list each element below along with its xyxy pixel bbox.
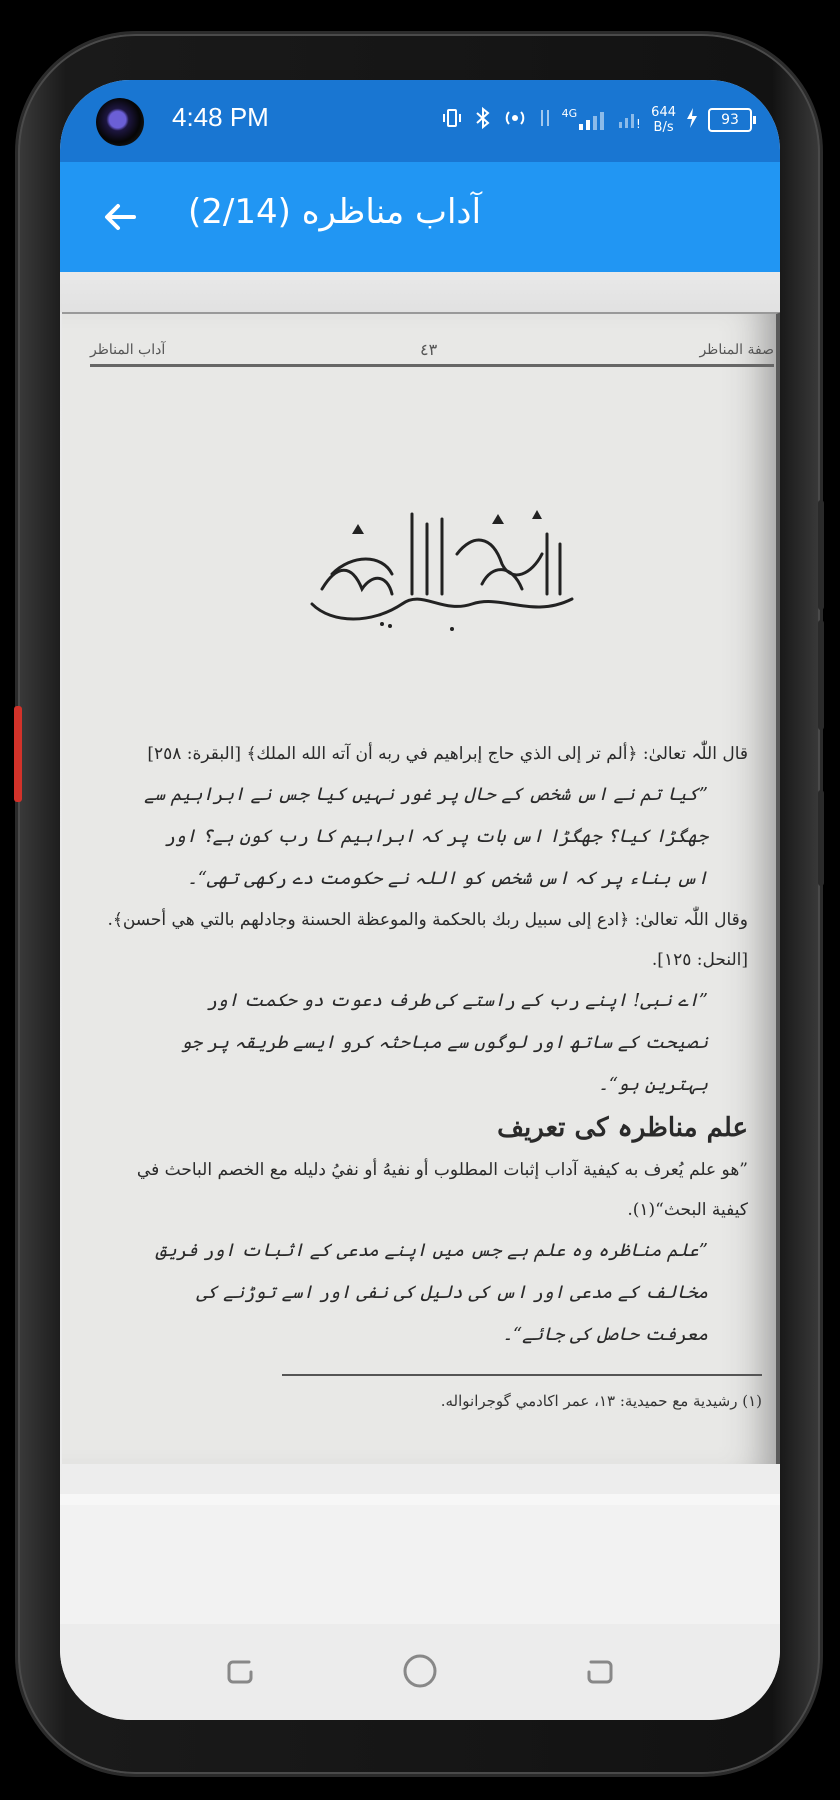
scanned-page <box>60 272 780 1494</box>
screen <box>60 80 780 1720</box>
status-icons <box>440 98 752 142</box>
definition-urdu: ”علم مناظرہ وہ علم ہے جس میں اپنے مدعی کے اثبات اور فریق مخالف کے مدعی اور اس کی دلیل کی نفی اور اسے توڑنے کی معرفت حاصل کی جائے“۔ <box>155 1240 708 1345</box>
footnote-divider <box>282 1374 762 1376</box>
navigation-bar <box>60 1624 780 1720</box>
signal-icon-2 <box>617 106 641 135</box>
quran-verse-2: وقال اللّٰہ تعالیٰ: ﴿ادع إلى سبيل ربك بالحكمة والموعظة الحسنة وجادلهم بالتي هي أحسن﴾. [النحل: ١٢٥]. <box>107 910 748 970</box>
page-viewer[interactable] <box>60 272 780 1505</box>
home-icon <box>400 1651 440 1691</box>
back-button[interactable] <box>90 187 150 247</box>
body-text <box>98 734 748 1356</box>
page-number: ٤٣ <box>420 340 438 359</box>
recent-apps-button[interactable] <box>215 1646 265 1696</box>
running-head <box>90 340 774 367</box>
battery-icon: 93 <box>708 108 752 132</box>
back-arrow-icon <box>100 197 140 237</box>
footnote: (١) رشيدية مع حميدية: ١٣، عمر اكادمي گوجرانواله. <box>440 1392 762 1410</box>
svg-text:!: ! <box>636 116 641 130</box>
hotspot-icon <box>502 106 528 135</box>
charging-icon <box>686 107 698 134</box>
running-head-right: صفة المناظر <box>699 342 774 358</box>
page-title: آداب مناظره (2/14) <box>188 192 482 232</box>
section-heading: علم مناظرہ کی تعریف <box>497 1113 748 1143</box>
bluetooth-icon <box>474 106 492 135</box>
net-rate-value: 644 <box>651 105 676 120</box>
data-arrows-icon <box>538 106 552 135</box>
recent-apps-icon <box>223 1654 257 1688</box>
basmala-calligraphy-image <box>292 494 592 634</box>
status-time: 4:48 PM <box>172 102 269 132</box>
net-rate-unit: B/s <box>653 120 674 135</box>
vibrate-icon <box>440 106 464 135</box>
running-head-left: آداب المناظر <box>90 342 166 358</box>
back-nav-button[interactable] <box>575 1646 625 1696</box>
page-content <box>62 312 780 1464</box>
quran-verse-1: قال اللّٰہ تعالیٰ: ﴿ألم تر إلى الذي حاج إبراهيم في ربه أن آته الله الملك﴾ [البقرة: ٢٥٨] <box>147 744 748 764</box>
home-button[interactable] <box>395 1646 445 1696</box>
app-bar <box>60 162 780 272</box>
back-nav-icon <box>583 1654 617 1688</box>
volume-button <box>818 500 824 610</box>
translation-2: ”اے نبی! اپنے رب کے راستے کی طرف دعوت دو حکمت اور نصیحت کے ساتھ اور لوگوں سے مباحثہ کرو ایسے طریقہ پر جو بہترین ہو“۔ <box>180 990 708 1095</box>
side-key <box>14 706 22 802</box>
network-rate <box>651 105 676 135</box>
front-camera <box>96 98 144 146</box>
network-type: 4G <box>561 107 578 120</box>
status-bar <box>60 80 780 162</box>
volume-button-2 <box>818 620 824 730</box>
translation-1: ”کیا تم نے اس شخص کے حال پر غور نہیں کیا جس نے ابراہیم سے جھگڑا کیا؟ جھگڑا اس بات پر کہ ابراہیم کا رب کون ہے؟ اور اس بناء پر کہ اس شخص کو اللہ نے حکومت دے رکھی تھی“۔ <box>144 784 708 889</box>
power-button <box>818 790 824 886</box>
definition-arabic: ”هو علم يُعرف به كيفية آداب إثبات المطلوب أو نفيهُ أو نفيُ دليله مع الخصم الباحث في كيفية البحث“(١). <box>136 1160 748 1220</box>
signal-icon <box>562 108 608 132</box>
